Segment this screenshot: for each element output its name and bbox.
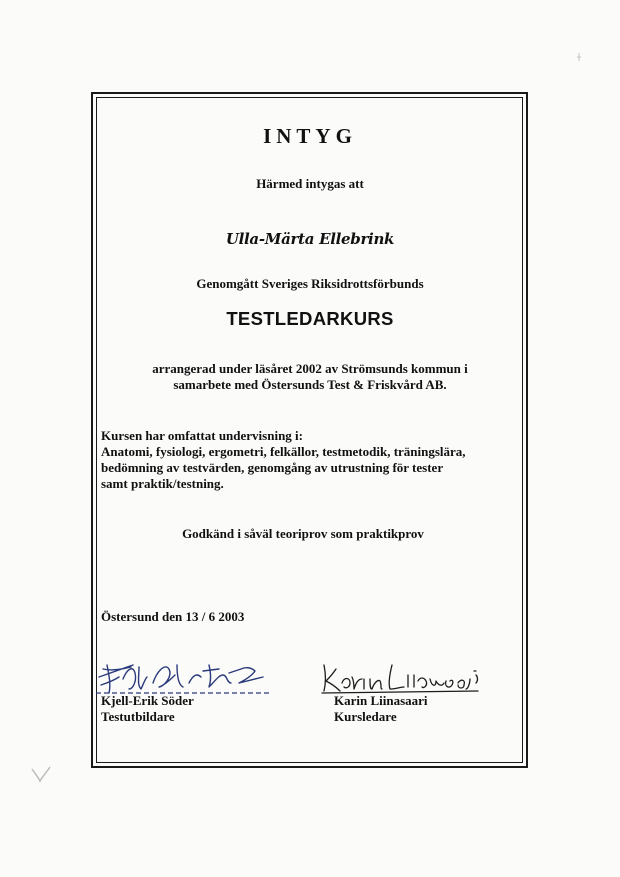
signature-karin-liinasaari <box>318 657 490 697</box>
arranged-line-2: samarbete med Östersunds Test & Friskvård AB. <box>173 377 447 392</box>
signatory-2-role: Kursledare <box>334 709 397 724</box>
approval-text: Godkänd i såväl teoriprov som praktikprov <box>182 526 424 541</box>
course-name: TESTLEDARKURS <box>226 308 394 329</box>
content-line-1: Kursen har omfattat undervisning i: <box>101 428 303 443</box>
scan-smudge-mark <box>30 765 52 783</box>
recipient-name: Ulla-Märta Ellebrink <box>225 230 395 248</box>
content-line-2: Anatomi, fysiologi, ergometri, felkällor, testmetodik, träningslära, <box>101 444 466 459</box>
content-line-3: bedömning av testvärden, genomgång av utrustning för tester <box>101 460 444 475</box>
signatory-1-role: Testutbildare <box>101 709 175 724</box>
scan-speck <box>575 52 583 62</box>
signatory-1-name: Kjell-Erik Söder <box>101 693 194 708</box>
signatory-2-name: Karin Liinasaari <box>334 693 428 708</box>
arranged-line-1: arrangerad under läsåret 2002 av Strömsunds kommun i <box>152 361 468 376</box>
content-line-4: samt praktik/testning. <box>101 476 224 491</box>
intro-text: Härmed intygas att <box>256 176 364 191</box>
certificate-title: INTYG <box>263 124 357 148</box>
place-date: Östersund den 13 / 6 2003 <box>101 609 245 624</box>
completed-text: Genomgått Sveriges Riksidrottsförbunds <box>196 276 424 291</box>
